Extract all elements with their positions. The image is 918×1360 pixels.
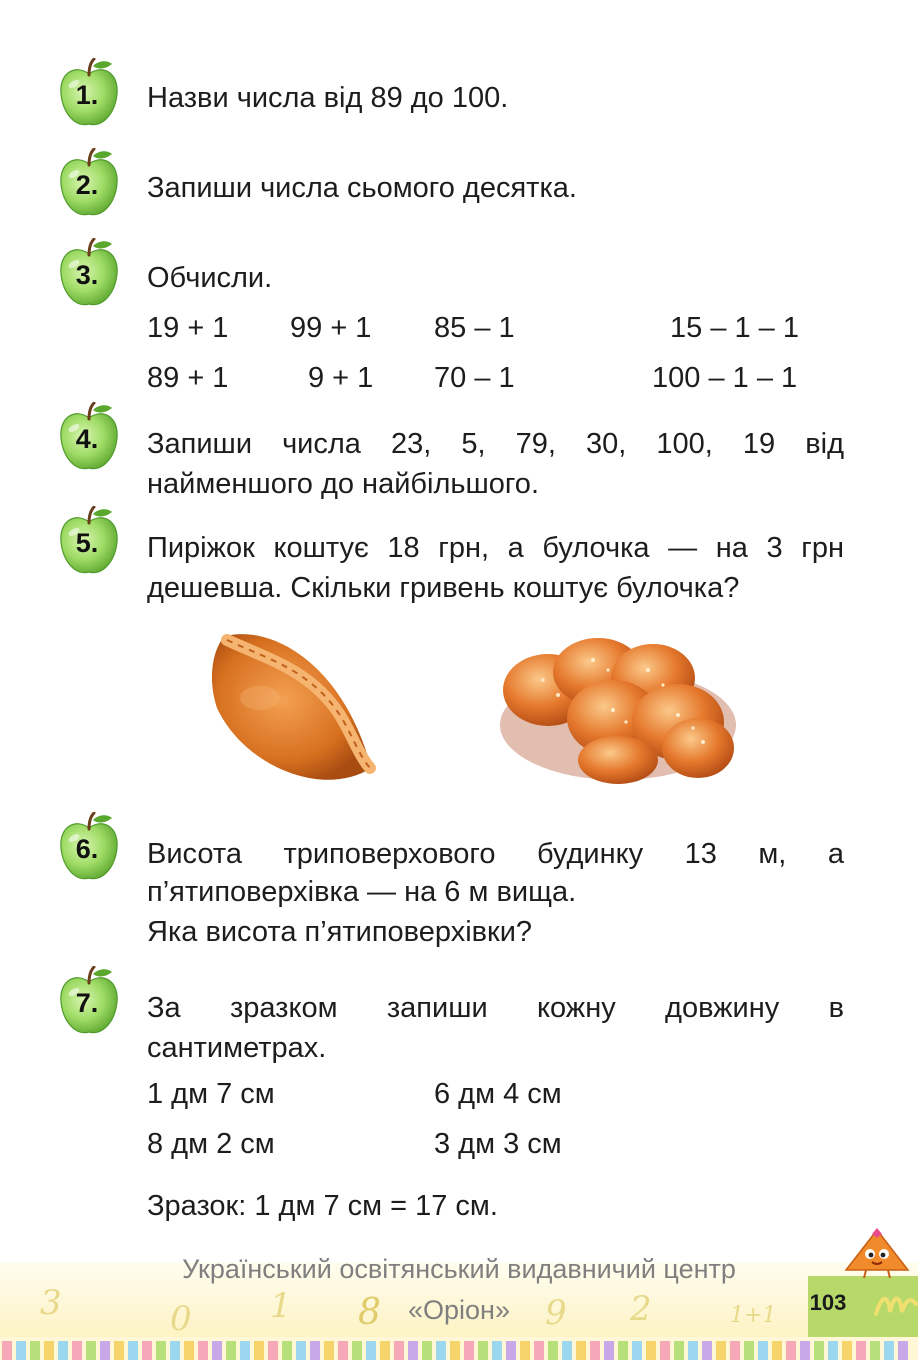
task-number-badge bbox=[56, 402, 122, 474]
task-text-line: найменшого до найбільшого. bbox=[147, 468, 539, 500]
svg-text:9: 9 bbox=[545, 1293, 567, 1333]
expression: 9 + 1 bbox=[308, 362, 374, 394]
task-number: 6. bbox=[75, 834, 99, 864]
task-text-line: дешевша. Скільки гривень коштує булочка? bbox=[147, 572, 740, 604]
sample-line: Зразок: 1 дм 7 см = 17 см. bbox=[147, 1190, 498, 1222]
task-text-line: п’ятиповерхівка — на 6 м вища. bbox=[147, 876, 577, 908]
expression: 15 – 1 – 1 bbox=[670, 312, 799, 344]
triangle-mascot-icon bbox=[842, 1226, 912, 1280]
svg-text:1+1: 1+1 bbox=[730, 1303, 777, 1328]
length-item: 6 дм 4 см bbox=[434, 1078, 562, 1110]
task-text-line: Пиріжок коштує 18 грн, а булочка — на 3 грн bbox=[147, 532, 844, 564]
task-number-badge bbox=[56, 238, 122, 310]
length-item: 1 дм 7 см bbox=[147, 1078, 275, 1110]
task-number: 4. bbox=[75, 424, 99, 454]
task-text-line: Висота триповерхового будинку 13 м, а bbox=[147, 838, 844, 870]
task-number: 7. bbox=[75, 988, 99, 1018]
svg-text:0: 0 bbox=[170, 1299, 192, 1337]
svg-text:1: 1 bbox=[270, 1286, 292, 1326]
task-number: 3. bbox=[75, 260, 99, 290]
expression: 99 + 1 bbox=[290, 312, 372, 344]
page-number: 103 bbox=[809, 1290, 847, 1315]
expression: 100 – 1 – 1 bbox=[652, 362, 798, 394]
length-item: 8 дм 2 см bbox=[147, 1128, 275, 1160]
task-number-badge bbox=[56, 966, 122, 1038]
expression: 89 + 1 bbox=[147, 362, 229, 394]
task-number-badge bbox=[56, 812, 122, 884]
task-text-line: сантиметрах. bbox=[147, 1032, 327, 1064]
task-number: 5. bbox=[75, 528, 99, 558]
publisher-brand: «Оріон» bbox=[408, 1295, 510, 1325]
task-text: Обчисли. bbox=[147, 262, 273, 294]
task-text: Запиши числа сьомого десятка. bbox=[147, 172, 577, 204]
expression: 19 + 1 bbox=[147, 312, 229, 344]
svg-text:3: 3 bbox=[40, 1283, 62, 1323]
task-number: 1. bbox=[75, 80, 99, 110]
task-number-badge bbox=[56, 506, 122, 578]
publisher-name: Український освітянський видавничий центр bbox=[182, 1254, 736, 1284]
length-item: 3 дм 3 см bbox=[434, 1128, 562, 1160]
expression: 85 – 1 bbox=[434, 312, 515, 344]
svg-text:8: 8 bbox=[358, 1292, 381, 1333]
task-text-line: За зразком запиши кожну довжину в bbox=[147, 992, 844, 1024]
swirl-decoration bbox=[872, 1284, 918, 1324]
task-text: Назви числа від 89 до 100. bbox=[147, 82, 509, 114]
svg-text:2: 2 bbox=[630, 1289, 652, 1329]
task-number-badge bbox=[56, 58, 122, 130]
task-number: 2. bbox=[75, 170, 99, 200]
braided-bun-image bbox=[498, 630, 743, 790]
pie-image bbox=[205, 628, 380, 788]
expression: 70 – 1 bbox=[434, 362, 515, 394]
task-text-line: Яка висота п’ятиповерхівки? bbox=[147, 916, 533, 948]
page-number-tab bbox=[808, 1276, 918, 1337]
task-number-badge bbox=[56, 148, 122, 220]
task-text-line: Запиши числа 23, 5, 79, 30, 100, 19 від bbox=[147, 428, 844, 460]
color-strip bbox=[0, 1337, 918, 1360]
